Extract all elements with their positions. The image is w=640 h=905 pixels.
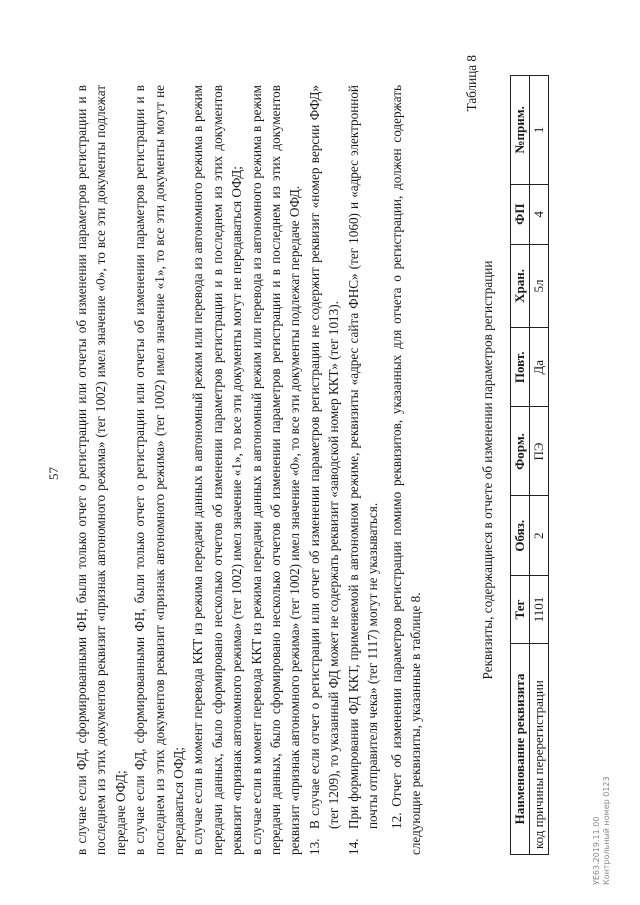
cell-repeat: Да (530, 328, 549, 407)
cell-format: ПЭ (530, 407, 549, 496)
header-format: Форм. (511, 407, 530, 496)
cell-note: 1 (530, 76, 549, 185)
paragraph-12: 12. Отчет об изменении параметров регистрации помимо реквизитов, указанных для отчета о регистрации, должен содержать следующие реквизиты, указанные в таблице 8. (388, 85, 423, 855)
table-row (530, 76, 549, 855)
item-text: При формировании ФД ККТ, применяемой в автономном режиме, реквизиты «адрес сайта ФНС» (тег 1060) и «адрес электронной почты отправителя чека» (тег 1117) могут не указываться. (345, 85, 381, 829)
page-number: 57 (46, 467, 61, 480)
paragraph: в случае если в момент перевода ККТ из режима передачи данных в автономный режим или перевода из автономного режима в режим передачи данных, было сформировано несколько отчетов об изменении параметров регистрации и в последнем из этих документов реквизит «признак автономного режима» (тег 1002) имел значение «1», то все эти документы могут не передаваться ОФД; (190, 85, 245, 855)
header-tag: Тег (511, 576, 530, 644)
item-number: 14. (345, 838, 361, 855)
rotated-content (40, 35, 620, 885)
cell-storage: 5л (530, 244, 549, 327)
numbered-item-14 (344, 85, 383, 855)
cell-tag: 1101 (530, 576, 549, 644)
cell-required: 2 (530, 496, 549, 576)
cell-name: код причины перерегистрации (530, 644, 549, 855)
header-note: №прим. (511, 76, 530, 185)
paragraph: в случае если в момент перевода ККТ из режима передачи данных в автономный режим или перевода из автономного режима в режим передачи данных, было сформировано несколько отчетов об изменении параметров регистрации и в последнем из этих документов реквизит «признак автономного режима» (тег 1002) имел значение «0», то все эти документы подлежат передаче ОФД. (248, 85, 303, 855)
header-name: Наименование реквизита (511, 644, 530, 855)
header-fp: ФП (511, 184, 530, 244)
header-storage: Хран. (511, 244, 530, 327)
paragraph: в случае если ФД, сформированными ФН, были только отчет о регистрации или отчеты об изменении параметров регистрации и в последнем из этих документов реквизит «признак автономного режима» (тег 1002) имел значение «0», то все эти документы подлежат передаче ОФД; (74, 85, 128, 855)
cell-fp: 4 (530, 184, 549, 244)
stamp-line: УЕ63.2019.11.00 (592, 816, 601, 885)
document-stamp (592, 776, 612, 885)
item-text: В случае если отчет о регистрации или отчет об изменении параметров регистрации не содержит реквизит «номер версии ФФД» (тег 1209), то указанный ФД может не содержать реквизит «заводской номер ККТ» (тег 1013). (306, 85, 342, 829)
table-caption: Реквизиты, содержащиеся в отчете об изменении параметров регистрации (480, 260, 495, 680)
item-number: 13. (306, 838, 322, 855)
table-header-row (511, 76, 530, 855)
requisites-table (510, 75, 549, 855)
header-required: Обяз. (511, 496, 530, 576)
stamp-line: Контрольный номер 0123 (602, 776, 611, 885)
table-label: Таблица 8 (464, 55, 479, 112)
body-text (72, 85, 425, 855)
paragraph: в случае если ФД, сформированными ФН, были только отчет о регистрации или отчеты об изменении параметров регистрации и в последнем из этих документов реквизит «признак автономного режима» (тег 1002) имел значение «1», то все эти документы могут не передаваться ОФД; (132, 85, 187, 855)
header-repeat: Повт. (511, 328, 530, 407)
numbered-item-13 (305, 85, 344, 855)
